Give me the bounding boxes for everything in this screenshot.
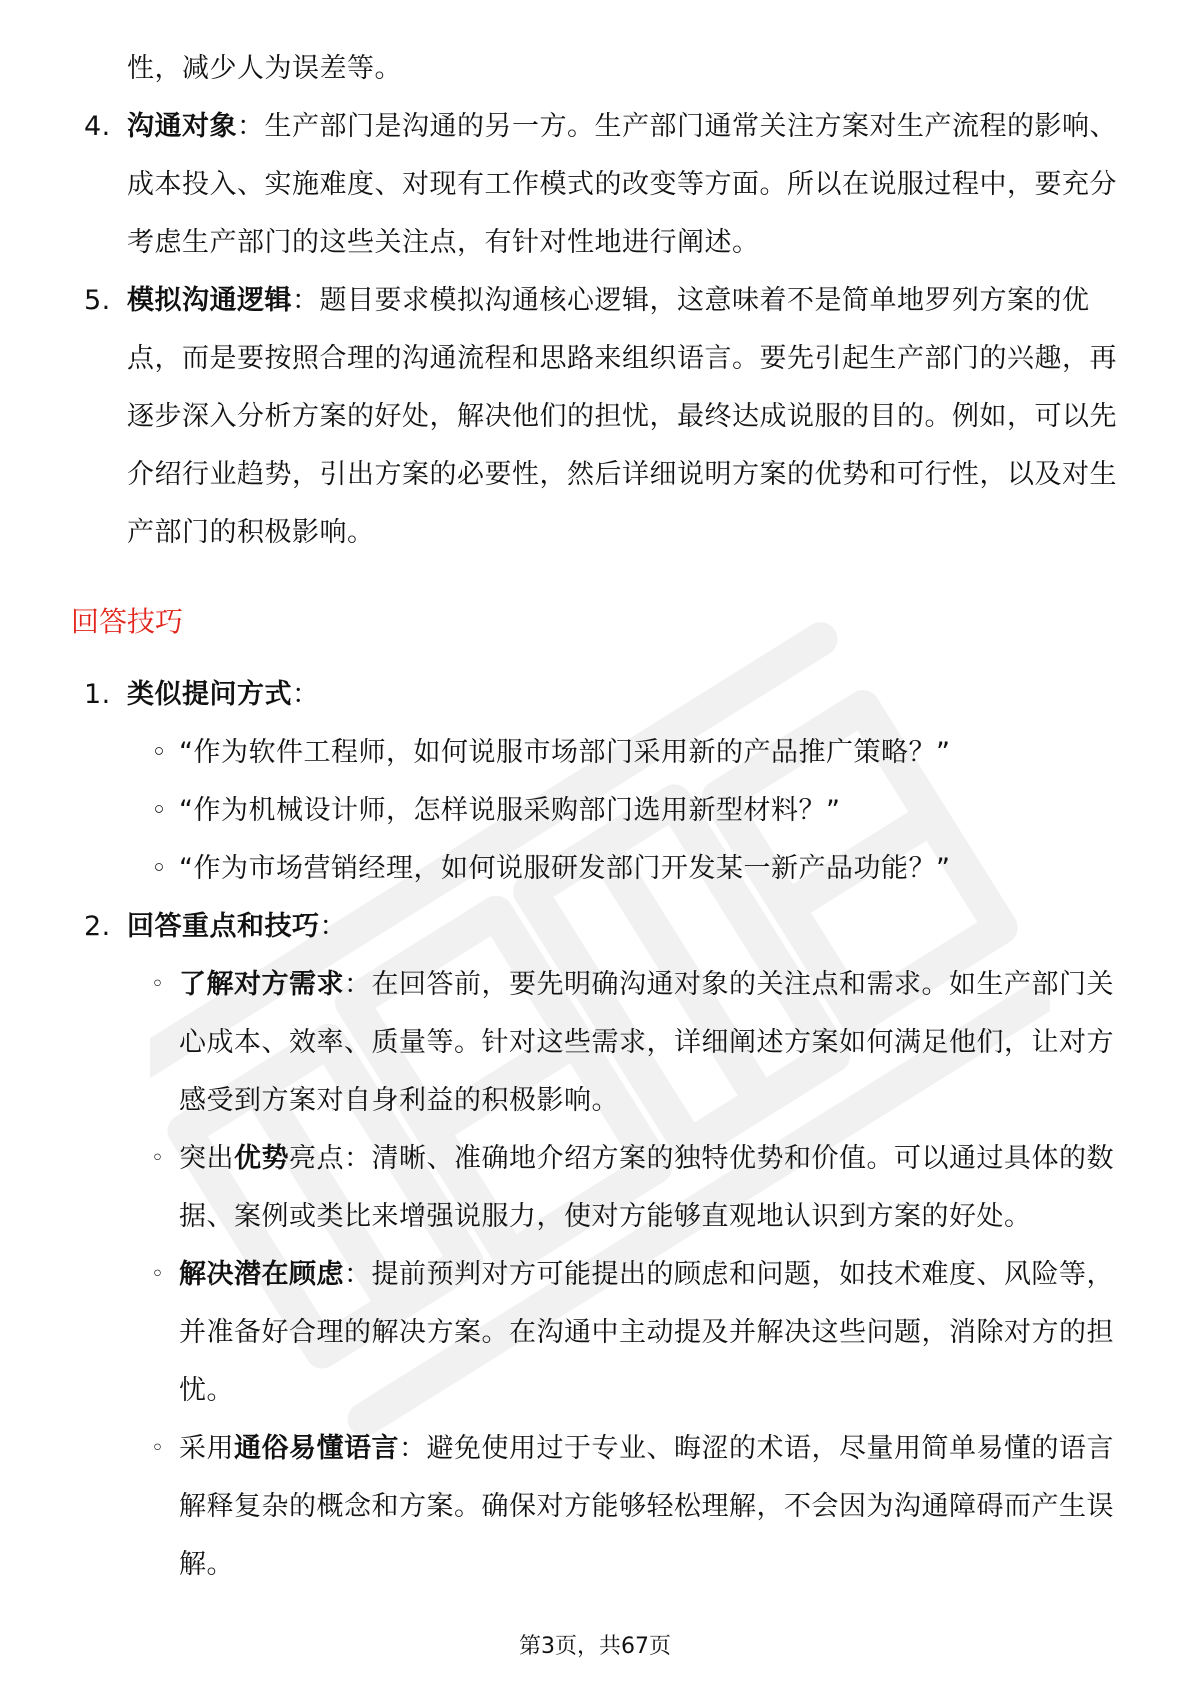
bullet-tip <box>0 1130 1119 1246</box>
bullet-text: 亮点：清晰、准确地介绍方案的独特优势和价值。可以通过具体的数据、案例或类比来增强说服力，使对方能够直观地认识到方案的好处。 <box>179 1143 1114 1232</box>
answer-tips-list <box>0 666 1190 1594</box>
list-item-similar-questions <box>0 666 1117 724</box>
continuation-text: 性，减少人为误差等。 <box>127 53 402 84</box>
page-content <box>0 40 1190 1594</box>
bullet-heading: 解决潜在顾虑 <box>179 1259 344 1290</box>
bullet-heading: 通俗易懂语言 <box>234 1433 399 1464</box>
bullet-text: ：避免使用过于专业、晦涩的术语，尽量用简单易懂的语言解释复杂的概念和方案。确保对方能够轻松理解，不会因为沟通障碍而产生误解。 <box>179 1433 1114 1580</box>
item-heading: 模拟沟通逻辑 <box>127 285 292 316</box>
bullet-question <box>0 782 1119 840</box>
page-number-footer: 第3页，共67页 <box>519 1634 671 1659</box>
bullet-question <box>0 724 1119 782</box>
item-heading: 回答重点和技巧 <box>127 911 320 942</box>
item-suffix: ： <box>292 679 320 710</box>
bullet-text: “作为机械设计师，怎样说服采购部门选用新型材料？” <box>179 795 841 826</box>
bullet-prefix: 采用 <box>179 1433 234 1464</box>
bullet-text: “作为市场营销经理，如何说服研发部门开发某一新产品功能？” <box>179 853 951 884</box>
bullet-heading: 优势 <box>234 1143 289 1174</box>
section-heading-answer-tips: 回答技巧 <box>71 605 184 638</box>
item-text: ：生产部门是沟通的另一方。生产部门通常关注方案对生产流程的影响、成本投入、实施难度、对现有工作模式的改变等方面。所以在说服过程中，要充分考虑生产部门的这些关注点，有针对性地进行阐述。 <box>127 111 1117 258</box>
item-number: 5. <box>84 285 111 316</box>
item-number: 1. <box>84 679 111 710</box>
bullet-prefix: 突出 <box>179 1143 234 1174</box>
bullet-text: “作为软件工程师，如何说服市场部门采用新的产品推广策略？” <box>179 737 951 768</box>
bullet-icon: ◦ <box>151 1436 165 1461</box>
item-text: ：题目要求模拟沟通核心逻辑，这意味着不是简单地罗列方案的优点，而是要按照合理的沟通流程和思路来组织语言。要先引起生产部门的兴趣，再逐步深入分析方案的好处，解决他们的担忧，最终达成说服的目的。例如，可以先介绍行业趋势，引出方案的必要性，然后详细说明方案的优势和可行性，以及对生产部门的积极影响。 <box>127 285 1117 548</box>
bullet-icon: ◦ <box>151 853 168 884</box>
bullet-icon: ◦ <box>151 737 168 768</box>
bullet-icon: ◦ <box>151 795 168 826</box>
list-item-communication-target <box>0 98 1117 272</box>
item-heading: 类似提问方式 <box>127 679 292 710</box>
bullet-tip <box>0 1246 1119 1420</box>
bullet-text: ：提前预判对方可能提出的顾虑和问题，如技术难度、风险等，并准备好合理的解决方案。在沟通中主动提及并解决这些问题，消除对方的担忧。 <box>179 1259 1114 1406</box>
list-item-key-points <box>0 898 1117 956</box>
item-heading: 沟通对象 <box>127 111 237 142</box>
bullet-tip <box>0 956 1119 1130</box>
item-suffix: ： <box>319 911 347 942</box>
item-number: 4. <box>84 111 111 142</box>
bullet-icon: ◦ <box>151 972 165 997</box>
bullet-question <box>0 840 1119 898</box>
bullet-icon: ◦ <box>151 1146 165 1171</box>
bullet-icon: ◦ <box>151 1262 165 1287</box>
bullet-tip <box>0 1420 1119 1594</box>
list-item-simulated-logic <box>0 272 1117 562</box>
bullet-heading: 了解对方需求 <box>179 969 344 1000</box>
bullet-text: ：在回答前，要先明确沟通对象的关注点和需求。如生产部门关心成本、效率、质量等。针对这些需求，详细阐述方案如何满足他们，让对方感受到方案对自身利益的积极影响。 <box>179 969 1114 1116</box>
item-number: 2. <box>84 911 111 942</box>
